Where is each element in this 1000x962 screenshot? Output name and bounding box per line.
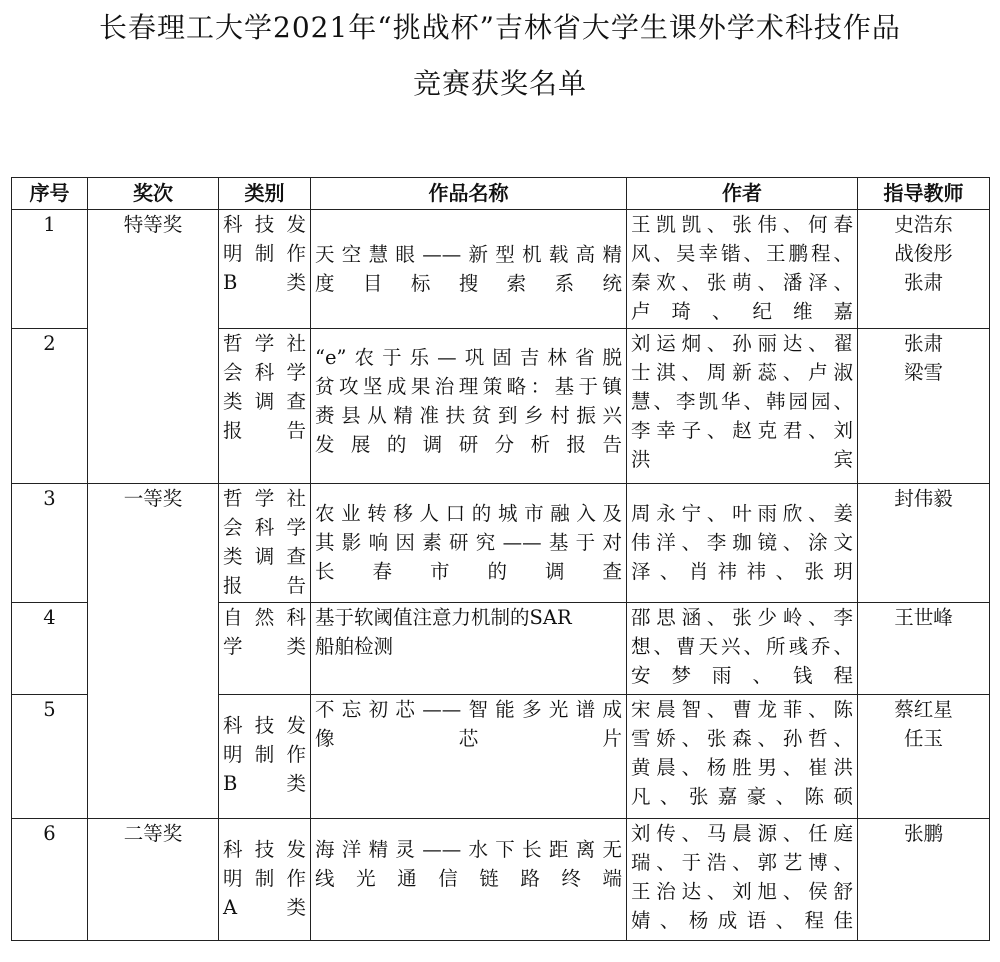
category-line: 明制作	[223, 242, 306, 265]
work-line: 像芯片	[315, 727, 622, 750]
category-line: 会科学	[223, 361, 306, 384]
category-line: 明制作	[223, 743, 306, 766]
cell-work	[311, 603, 627, 695]
category-line: 明制作	[223, 867, 306, 890]
author-line: 刘运炯、孙丽达、翟	[631, 332, 853, 355]
category-line: B类	[223, 772, 306, 795]
author-line: 瑞、于浩、郭艺博、	[631, 851, 853, 874]
work-line: 其影响因素研究——基于对	[315, 531, 622, 554]
advisor-line: 封伟毅	[894, 487, 953, 510]
header-authors: 作者	[627, 178, 858, 210]
cell-advisor	[858, 819, 990, 941]
header-index: 序号	[12, 178, 88, 210]
work-line: 不忘初芯——智能多光谱成	[315, 698, 622, 721]
cell-category	[219, 603, 311, 695]
advisor-line: 史浩东	[894, 213, 953, 236]
table-row	[12, 484, 990, 603]
cell-advisor	[858, 695, 990, 819]
cell-index: 6	[12, 819, 88, 941]
cell-award-first: 一等奖	[88, 484, 219, 819]
author-line: 卢琦、纪维嘉	[631, 300, 853, 323]
cell-advisor	[858, 484, 990, 603]
work-line: 农业转移人口的城市融入及	[315, 502, 622, 525]
advisor-line: 王世峰	[894, 606, 953, 629]
author-line: 雪娇、张森、孙哲、	[631, 727, 853, 750]
award-table	[11, 177, 990, 941]
category-line: B 类	[223, 271, 306, 294]
advisor-line: 战俊彤	[894, 242, 953, 265]
document-title-line-2: 竞赛获奖名单	[412, 67, 587, 100]
author-line: 风、吴幸锴、王鹏程、	[631, 242, 853, 265]
cell-advisor	[858, 603, 990, 695]
category-line: 类调查	[223, 390, 306, 413]
work-line: 发展的调研分析报告	[315, 433, 622, 456]
work-line: 长春市的调查	[315, 560, 622, 583]
author-line: 士淇、周新蕊、卢淑	[631, 361, 853, 384]
category-line: A 类	[223, 896, 306, 919]
cell-authors	[627, 819, 858, 941]
cell-award-special: 特等奖	[88, 210, 219, 484]
author-line: 秦欢、张萌、潘泽、	[631, 271, 853, 294]
author-line: 慧、李凯华、韩园园、	[631, 390, 853, 413]
cell-index: 3	[12, 484, 88, 603]
author-line: 婧、杨成语、程佳	[631, 909, 853, 932]
cell-work	[311, 819, 627, 941]
cell-category	[219, 484, 311, 603]
author-line: 邵思涵、张少岭、李	[631, 606, 853, 629]
advisor-line: 梁雪	[903, 361, 943, 384]
header-advisor: 指导教师	[858, 178, 990, 210]
author-line: 黄晨、杨胜男、崔洪	[631, 756, 853, 779]
work-line: 基于软阈值注意力机制的SAR	[315, 606, 572, 629]
cell-category	[219, 329, 311, 484]
work-line: 度目标搜索系统	[315, 272, 622, 295]
cell-index: 2	[12, 329, 88, 484]
advisor-line: 张肃	[903, 332, 943, 355]
cell-work	[311, 695, 627, 819]
category-line: 自然科	[223, 606, 306, 629]
cell-work	[311, 329, 627, 484]
author-line: 刘传、马晨源、任庭	[631, 822, 853, 845]
table-row	[12, 210, 990, 329]
table-row	[12, 819, 990, 941]
work-line: 线光通信链路终端	[315, 867, 622, 890]
work-line: 贫攻坚成果治理策略：基于镇	[315, 375, 622, 398]
cell-index: 4	[12, 603, 88, 695]
work-line: 赉县从精准扶贫到乡村振兴	[315, 404, 622, 427]
advisor-line: 任玉	[903, 727, 943, 750]
advisor-line: 蔡红星	[894, 698, 953, 721]
category-line: 科技发	[223, 213, 306, 236]
category-line: 哲学社	[223, 332, 306, 355]
cell-advisor	[858, 210, 990, 329]
advisor-line: 张肃	[903, 271, 943, 294]
cell-index: 5	[12, 695, 88, 819]
cell-authors	[627, 210, 858, 329]
category-line: 科技发	[223, 838, 306, 861]
author-line: 王治达、刘旭、侯舒	[631, 880, 853, 903]
cell-category	[219, 695, 311, 819]
category-line: 报告	[223, 574, 306, 597]
author-line: 洪宾	[631, 448, 853, 471]
advisor-line: 张鹏	[903, 822, 943, 845]
work-line: 天空慧眼——新型机载高精	[315, 243, 622, 266]
work-line: 海洋精灵——水下长距离无	[315, 838, 622, 861]
category-line: 报告	[223, 419, 306, 442]
cell-authors	[627, 695, 858, 819]
author-line: 王凯凯、张伟、何春	[631, 213, 853, 236]
cell-work	[311, 210, 627, 329]
category-line: 科技发	[223, 714, 306, 737]
header-category: 类别	[219, 178, 311, 210]
cell-work	[311, 484, 627, 603]
author-line: 想、曹天兴、所彧乔、	[631, 635, 853, 658]
cell-category	[219, 819, 311, 941]
document-title-line-1: 长春理工大学2021年“挑战杯”吉林省大学生课外学术科技作品	[99, 11, 901, 44]
author-line: 凡、张嘉豪、陈硕	[631, 785, 853, 808]
category-line: 哲学社	[223, 487, 306, 510]
cell-category	[219, 210, 311, 329]
cell-advisor	[858, 329, 990, 484]
author-line: 伟洋、李珈镜、涂文	[631, 531, 853, 554]
category-line: 学类	[223, 635, 306, 658]
table-header-row	[12, 178, 990, 210]
category-line: 类调查	[223, 545, 306, 568]
author-line: 周永宁、叶雨欣、姜	[631, 502, 853, 525]
author-line: 泽、肖祎祎、张玥	[631, 560, 853, 583]
cell-authors	[627, 603, 858, 695]
cell-award-second: 二等奖	[88, 819, 219, 941]
cell-authors	[627, 329, 858, 484]
work-line: 船舶检测	[315, 635, 394, 658]
work-line: “e”农于乐—巩固吉林省脱	[315, 346, 622, 369]
cell-authors	[627, 484, 858, 603]
author-line: 李幸子、赵克君、刘	[631, 419, 853, 442]
header-award: 奖次	[88, 178, 219, 210]
author-line: 宋晨智、曹龙菲、陈	[631, 698, 853, 721]
cell-index: 1	[12, 210, 88, 329]
author-line: 安梦雨、钱程	[631, 664, 853, 687]
category-line: 会科学	[223, 516, 306, 539]
header-work: 作品名称	[311, 178, 627, 210]
